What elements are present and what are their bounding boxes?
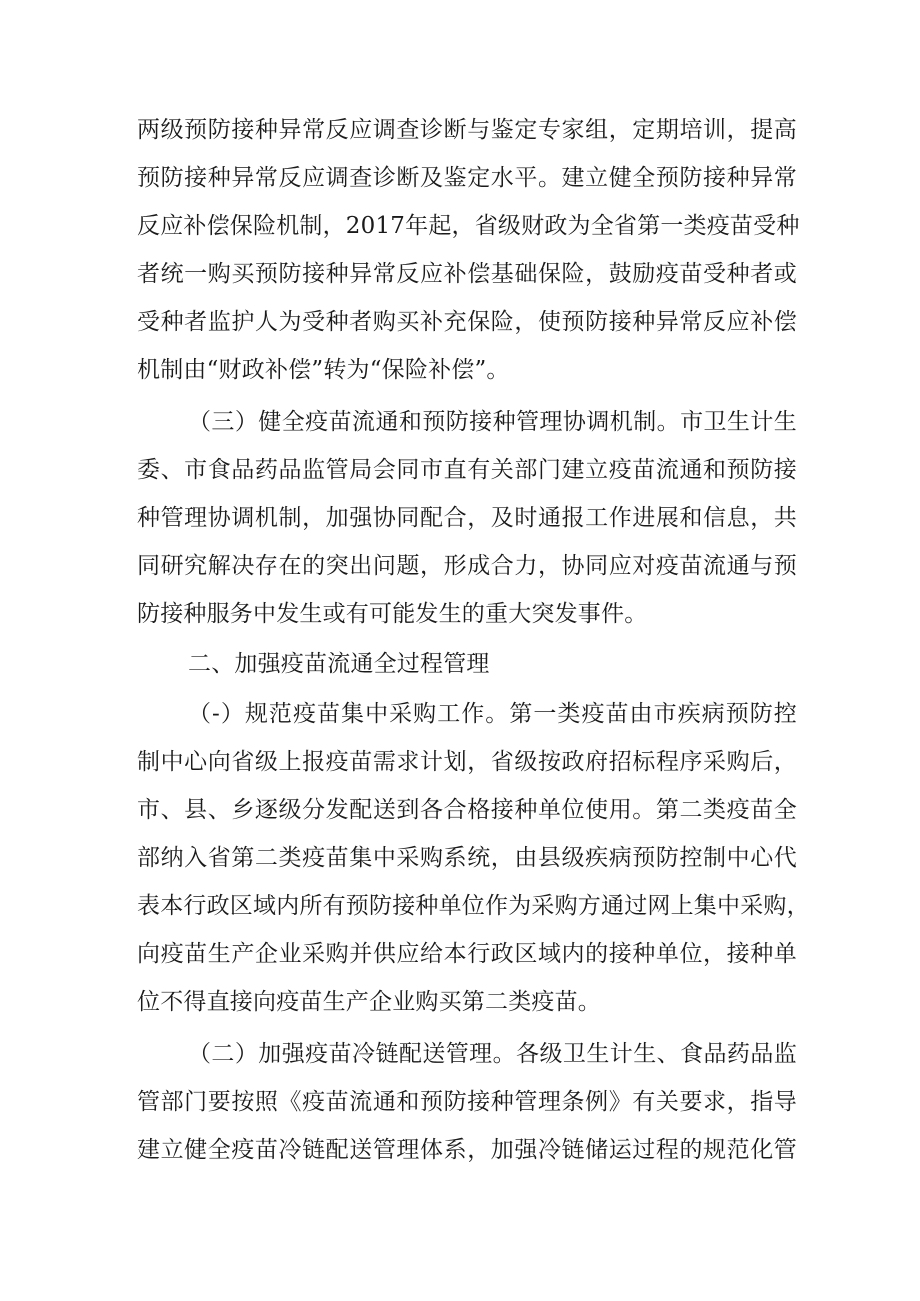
text-line: 受种者监护人为受种者购买补充保险，使预防接种异常反应补偿 xyxy=(137,309,797,335)
text-line: 市、县、乡逐级分发配送到各合格接种单位使用。第二类疫苗全 xyxy=(137,797,797,823)
paragraph-start-line: （三）健全疫苗流通和预防接种管理协调机制。市卫生计生 xyxy=(188,409,797,435)
text-line: 向疫苗生产企业采购并供应给本行政区域内的接种单位，接种单 xyxy=(137,941,797,967)
text-line: 表本行政区域内所有预防接种单位作为采购方通过网上集中采购， xyxy=(137,893,810,919)
text-line: 委、市食品药品监管局会同市直有关部门建立疫苗流通和预防接 xyxy=(137,457,797,483)
text-line: 防接种服务中发生或有可能发生的重大突发事件。 xyxy=(137,601,648,627)
text-line: 两级预防接种异常反应调查诊断与鉴定专家组，定期培训，提高 xyxy=(137,117,797,143)
paragraph-start-line: （-）规范疫苗集中采购工作。第一类疫苗由市疾病预防控 xyxy=(188,701,797,727)
text-line: 同研究解决存在的突出问题，形成合力，协同应对疫苗流通与预 xyxy=(137,553,797,579)
paragraph-start-line: （二）加强疫苗冷链配送管理。各级卫生计生、食品药品监 xyxy=(188,1041,797,1067)
text-line: 管部门要按照《疫苗流通和预防接种管理条例》有关要求，指导 xyxy=(137,1089,797,1115)
section-heading: 二、加强疫苗流通全过程管理 xyxy=(188,651,490,677)
text-line: 者统一购买预防接种异常反应补偿基础保险，鼓励疫苗受种者或 xyxy=(137,261,797,287)
text-line: 建立健全疫苗冷链配送管理体系，加强冷链储运过程的规范化管 xyxy=(137,1137,797,1163)
text-line: 部纳入省第二类疫苗集中采购系统，由县级疾病预防控制中心代 xyxy=(137,845,797,871)
text-line: 制中心向省级上报疫苗需求计划，省级按政府招标程序采购后， xyxy=(137,749,797,775)
text-line: 机制由“财政补偿”转为“保险补偿”。 xyxy=(137,357,510,383)
text-line: 反应补偿保险机制，2017年起，省级财政为全省第一类疫苗受种 xyxy=(137,213,800,239)
text-line: 位不得直接向疫苗生产企业购买第二类疫苗。 xyxy=(137,989,601,1015)
text-line: 种管理协调机制，加强协同配合，及时通报工作进展和信息，共 xyxy=(137,505,797,531)
text-line: 预防接种异常反应调查诊断及鉴定水平。建立健全预防接种异常 xyxy=(137,165,797,191)
